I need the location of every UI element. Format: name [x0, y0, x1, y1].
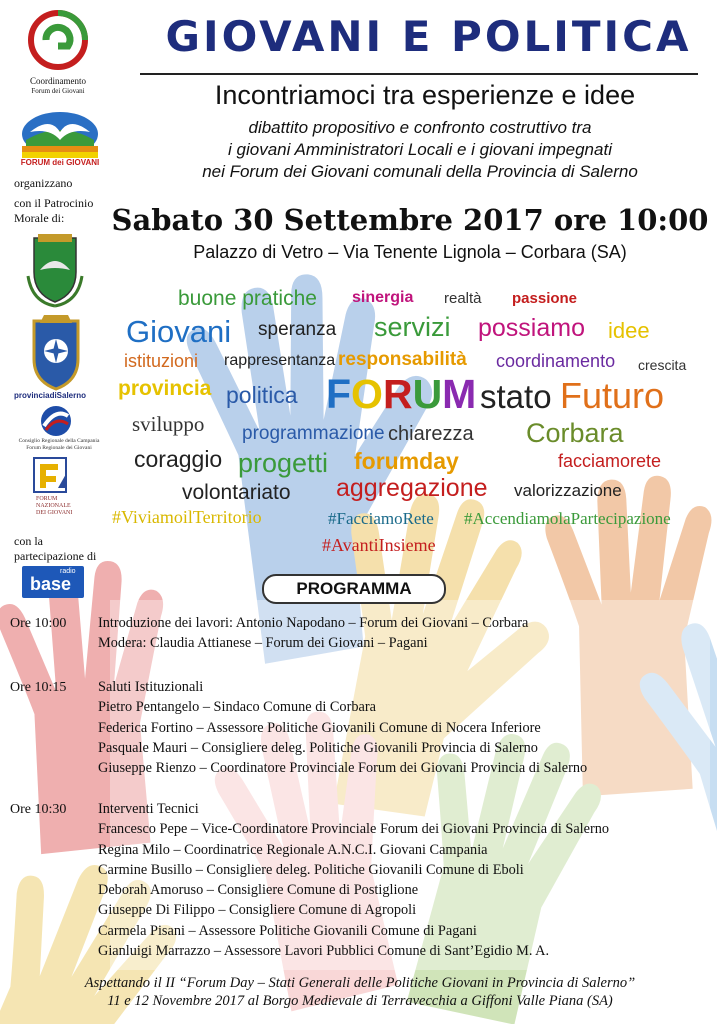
- program-line: Carmela Pisani – Assessore Politiche Giovanili Comune di Pagani: [98, 922, 477, 939]
- cloud-word-crescita: crescita: [638, 357, 687, 373]
- cloud-word-provincia: provincia: [118, 377, 212, 400]
- program-line: Giuseppe Rienzo – Coordinatore Provinciale Forum dei Giovani Provincia di Salerno: [98, 760, 588, 777]
- cloud-word-passione: passione: [512, 290, 578, 307]
- cloud-word-corbara: Corbara: [526, 418, 624, 448]
- program-section: [98, 613, 528, 654]
- cloud-word-possiamo: possiamo: [478, 314, 585, 342]
- event-date: Sabato 30 Settembre 2017 ore 10:00: [111, 203, 709, 237]
- cloud-word-forum: [326, 371, 477, 417]
- cloud-word-progetti: progetti: [238, 448, 329, 478]
- forum-nazionale-giovani-logo: [30, 456, 70, 494]
- program-line: Francesco Pepe – Vice-Coordinatore Provinciale Forum dei Giovani Provincia di Salerno: [98, 821, 610, 838]
- radio-base-small-label: radio: [60, 568, 76, 575]
- consiglio-regionale-campania-logo: [34, 404, 78, 438]
- program-section: [98, 677, 587, 778]
- event-description: [115, 117, 717, 183]
- cloud-word-aggregazione: aggregazione: [336, 474, 488, 502]
- program-line: Interventi Tecnici: [98, 801, 199, 817]
- cloud-word-politica: politica: [226, 382, 298, 408]
- programma-heading: PROGRAMMA: [262, 574, 446, 604]
- cloud-word-istituzioni: istituzioni: [124, 351, 199, 371]
- program-line: Saluti Istituzionali: [98, 679, 204, 695]
- program-line: Introduzione dei lavori: Antonio Napodano – Forum dei Giovani – Corbara: [98, 615, 529, 631]
- footer-line-1: Aspettando il II “Forum Day – Stati Generali delle Politiche Giovani in Provincia di Salerno”: [84, 975, 636, 991]
- cloud-word-rappresentanza: rappresentanza: [224, 352, 336, 369]
- cloud-word-volontariato: volontariato: [182, 481, 291, 504]
- comune-corbara-crest-icon: [26, 232, 84, 308]
- organizzano-label: organizzano: [14, 176, 73, 190]
- patrocinio-label-2: Morale di:: [14, 211, 65, 225]
- provincia-salerno-label: provinciadiSalerno: [14, 391, 87, 400]
- footer-note: [20, 974, 700, 1010]
- cloud-hashtag-facciamorete: #FacciamoRete: [328, 509, 434, 528]
- forum-giovani-small-label: Forum dei Giovani: [31, 87, 85, 95]
- cloud-word-servizi: servizi: [374, 312, 451, 342]
- coordinamento-label: Coordinamento: [30, 76, 86, 86]
- cloud-word-responsabilita: responsabilità: [338, 349, 467, 370]
- provincia-salerno-crest-icon: [24, 313, 88, 391]
- program-line: Deborah Amoruso – Consigliere Comune di Postiglione: [98, 882, 419, 899]
- coordinamento-forum-logo: [22, 10, 94, 76]
- forum-letter: O: [351, 371, 383, 417]
- cloud-word-chiarezza: chiarezza: [388, 423, 474, 445]
- cloud-word-coordinamento: coordinamento: [496, 351, 616, 371]
- forum-dei-giovani-eagle-logo: [20, 110, 100, 160]
- forum-nazionale-label-2: NAZIONALE: [36, 503, 71, 509]
- cloud-hashtag-accendiamolapartecipazione: #AccendiamolaPartecipazione: [464, 509, 671, 528]
- cloud-word-realta: realtà: [444, 290, 482, 307]
- event-venue: Palazzo di Vetro – Via Tenente Lignola – Corbara (SA): [193, 242, 627, 262]
- cloud-word-facciamorete: facciamorete: [558, 451, 662, 471]
- description-line: i giovani Amministratori Locali e i giovani impegnati: [228, 140, 612, 159]
- forum-letter: M: [442, 371, 477, 417]
- program-line: Modera: Claudia Attianese – Forum dei Giovani – Pagani: [98, 635, 428, 652]
- cloud-word-programmazione: programmazione: [242, 423, 385, 444]
- patrocinio-label-1: con il Patrocinio: [14, 196, 94, 210]
- cloud-word-coraggio: coraggio: [134, 446, 223, 472]
- cloud-word-giovani: Giovani: [126, 314, 232, 349]
- program-line: Pietro Pentangelo – Sindaco Comune di Corbara: [98, 699, 376, 716]
- page-title: GIOVANI E POLITICA: [165, 12, 692, 61]
- cloud-word-idee: idee: [608, 318, 650, 343]
- forum-letter: R: [382, 371, 413, 417]
- program-line: Regina Milo – Coordinatrice Regionale A.N.C.I. Giovani Campania: [98, 841, 488, 858]
- forum-nazionale-label-1: FORUM: [36, 496, 58, 502]
- cloud-word-forumday: forumday: [354, 448, 459, 474]
- section-time-1000: Ore 10:00: [10, 616, 67, 631]
- consiglio-label-1: Consiglio Regionale della Campania: [18, 438, 100, 444]
- cloud-word-sinergia: sinergia: [352, 289, 414, 306]
- cloud-word-futuro: Futuro: [560, 375, 665, 416]
- radio-base-name: base: [30, 574, 72, 594]
- program-line: Federica Fortino – Assessore Politiche Giovanili Comune di Nocera Inferiore: [98, 719, 541, 736]
- radio-base-logo: [22, 566, 84, 598]
- program-line: Carmine Busillo – Consigliere deleg. Politiche Giovanili Comune di Eboli: [98, 861, 524, 878]
- program-line: Giuseppe Di Filippo – Consigliere Comune di Agropoli: [98, 902, 417, 919]
- cloud-word-sviluppo: sviluppo: [132, 412, 205, 436]
- cloud-word-stato: stato: [480, 378, 552, 415]
- cloud-word-buone-pratiche: buone pratiche: [178, 287, 317, 310]
- partecipazione-label-2: partecipazione di: [14, 549, 97, 563]
- partecipazione-label-1: con la: [14, 534, 43, 548]
- description-line: dibattito propositivo e confronto costruttivo tra: [248, 118, 592, 137]
- cloud-word-valorizzazione: valorizzazione: [514, 481, 622, 500]
- description-line: nei Forum dei Giovani comunali della Provincia di Salerno: [202, 162, 638, 181]
- cloud-hashtag-avantiinsieme: #AvantiInsieme: [322, 535, 436, 555]
- forum-letter: F: [326, 371, 352, 417]
- title-rule: [140, 73, 698, 75]
- cloud-hashtag-viviamoilterritorio: #ViviamoilTerritorio: [112, 507, 262, 527]
- section-time-1015: Ore 10:15: [10, 680, 67, 695]
- forum-nazionale-label-3: DEI GIOVANI: [36, 510, 73, 516]
- forum-letter: U: [412, 371, 443, 417]
- program-line: Pasquale Mauri – Consigliere deleg. Politiche Giovanili Provincia di Salerno: [98, 739, 538, 756]
- footer-line-2: 11 e 12 Novembre 2017 al Borgo Medievale di Terravecchia a Giffoni Valle Piana (SA): [107, 993, 613, 1009]
- forum-dei-giovani-logo-text: FORUM dei GIOVANI: [20, 158, 100, 167]
- consiglio-label-2: Forum Regionale dei Giovani: [26, 445, 92, 451]
- cloud-word-speranza: speranza: [258, 319, 337, 340]
- page-subtitle: Incontriamoci tra esperienze e idee: [214, 80, 636, 110]
- section-time-1030: Ore 10:30: [10, 802, 67, 817]
- program-section: [98, 799, 609, 961]
- program-line: Gianluigi Marrazzo – Assessore Lavori Pubblici Comune di Sant’Egidio M. A.: [98, 943, 550, 960]
